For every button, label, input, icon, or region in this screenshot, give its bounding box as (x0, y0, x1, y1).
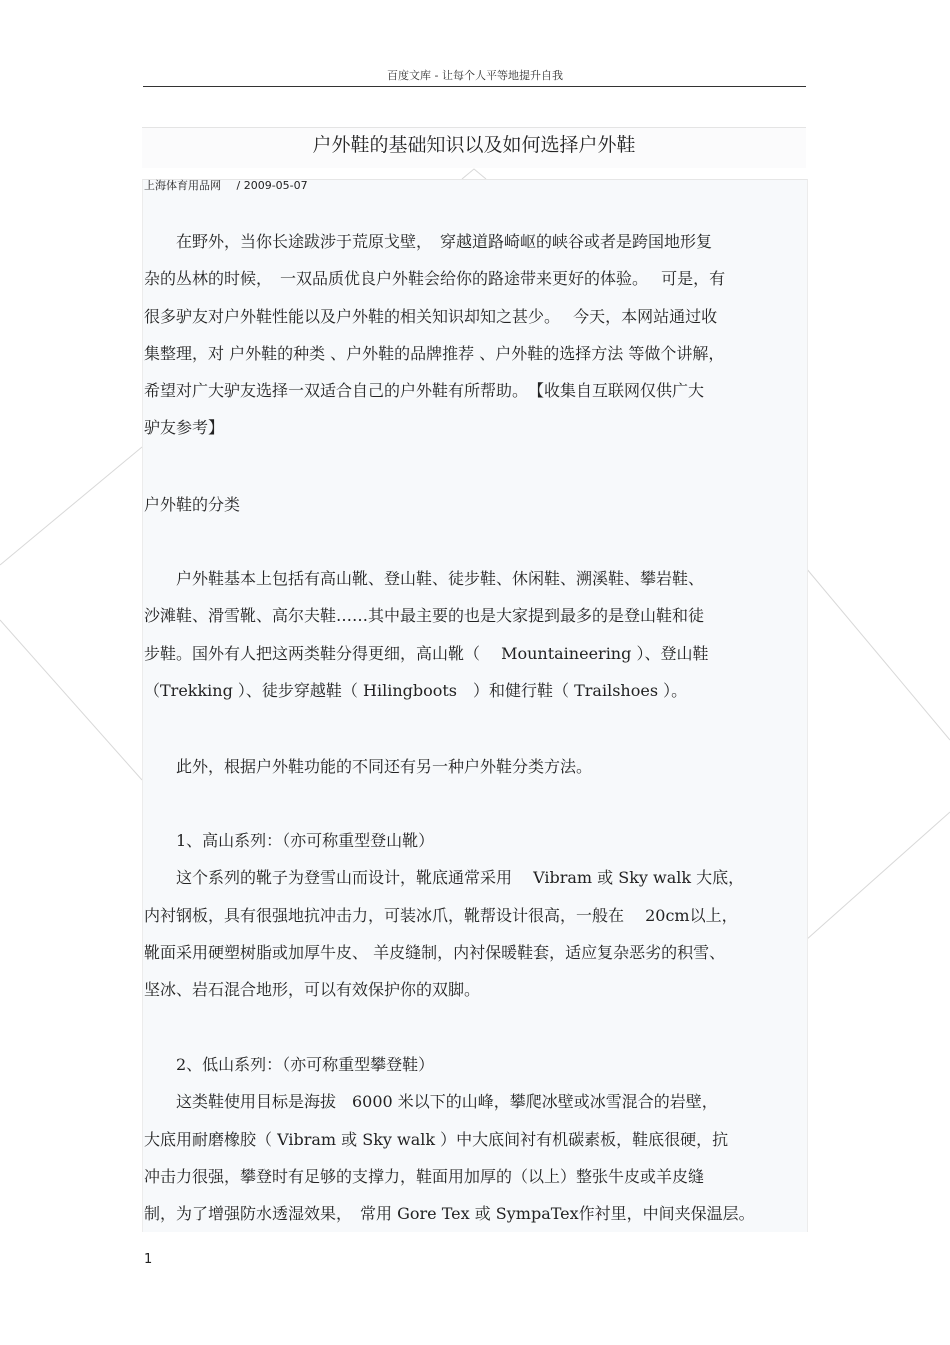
text-line: 大底用耐磨橡胶（ Vibram 或 Sky walk ）中大底间衬有机碳素板，鞋底很硬，抗 (144, 1129, 729, 1149)
text-line: 沙滩鞋、滑雪靴、高尔夫鞋……其中最主要的也是大家提到最多的是登山鞋和徒 (144, 606, 705, 626)
section-heading-text: 户外鞋的分类 (144, 495, 241, 514)
alpine-series (144, 822, 808, 1008)
page-header: 百度文库 - 让每个人平等地提升自我 (387, 69, 563, 82)
section-heading (144, 486, 808, 523)
page-number: 1 (144, 1252, 153, 1267)
classification-paragraph (144, 560, 808, 709)
lowland-series (144, 1046, 808, 1232)
text-line: 杂的丛林的时候， 一双品质优良户外鞋会给你的路途带来更好的体验。 可是，有 (144, 269, 726, 289)
text-line: 在野外，当你长途跋涉于荒原戈壁， 穿越道路崎岖的峡谷或者是跨国地形复 (144, 232, 713, 251)
text-line: 此外，根据户外鞋功能的不同还有另一种户外鞋分类方法。 (144, 757, 593, 776)
series-heading: 1、高山系列：（亦可称重型登山靴） (144, 831, 435, 850)
text-line: 内衬钢板，具有很强地抗冲击力，可装冰爪，靴帮设计很高，一般在 20cm以上， (144, 905, 738, 925)
text-line: 坚冰、岩石混合地形，可以有效保护你的双脚。 (144, 980, 481, 1000)
text-line: 户外鞋基本上包括有高山靴、登山鞋、徒步鞋、休闲鞋、溯溪鞋、攀岩鞋、 (144, 569, 705, 588)
text-line: 这类鞋使用目标是海拔 6000 米以下的山峰，攀爬冰壁或冰雪混合的岩壁， (144, 1092, 718, 1112)
series-heading: 2、低山系列：（亦可称重型攀登鞋） (144, 1055, 435, 1074)
byline (144, 177, 308, 193)
text-line: 步鞋。国外有人把这两类鞋分得更细，高山靴（ Mountaineering ）、登山鞋 (144, 643, 709, 663)
text-line: 冲击力很强，攀登时有足够的支撑力，鞋面用加厚的（以上）整张牛皮或羊皮缝 (144, 1166, 705, 1186)
text-line: 制，为了增强防水透湿效果， 常用 Gore Tex 或 SympaTex作衬里，中间夹保温层。 (144, 1204, 755, 1224)
text-line: （Trekking ）、徒步穿越鞋（ Hilingboots ）和健行鞋（ Trailshoes ）。 (144, 680, 688, 700)
text-line: 这个系列的靴子为登雪山而设计，靴底通常采用 Vibram 或 Sky walk 大底， (144, 868, 745, 888)
text-line: 靴面采用硬塑树脂或加厚牛皮、 羊皮缝制，内衬保暖鞋套，适应复杂恶劣的积雪、 (144, 942, 726, 962)
text-line: 驴友参考】 (144, 418, 225, 438)
method-paragraph (144, 748, 808, 785)
text-line: 希望对广大驴友选择一双适合自己的户外鞋有所帮助。 【收集自互联网仅供广大 (144, 381, 705, 401)
article-date: / 2009-05-07 (236, 179, 308, 192)
text-line: 集整理，对 户外鞋的种类 、户外鞋的品牌推荐 、户外鞋的选择方法 等做个讲解， (144, 343, 725, 363)
article-title: 户外鞋的基础知识以及如何选择户外鞋 (312, 134, 636, 156)
text-line: 很多驴友对户外鞋性能以及户外鞋的相关知识却知之甚少。 今天，本网站通过收 (144, 306, 718, 326)
intro-paragraph (144, 223, 808, 447)
article-source: 上海体育用品网 (144, 179, 221, 192)
